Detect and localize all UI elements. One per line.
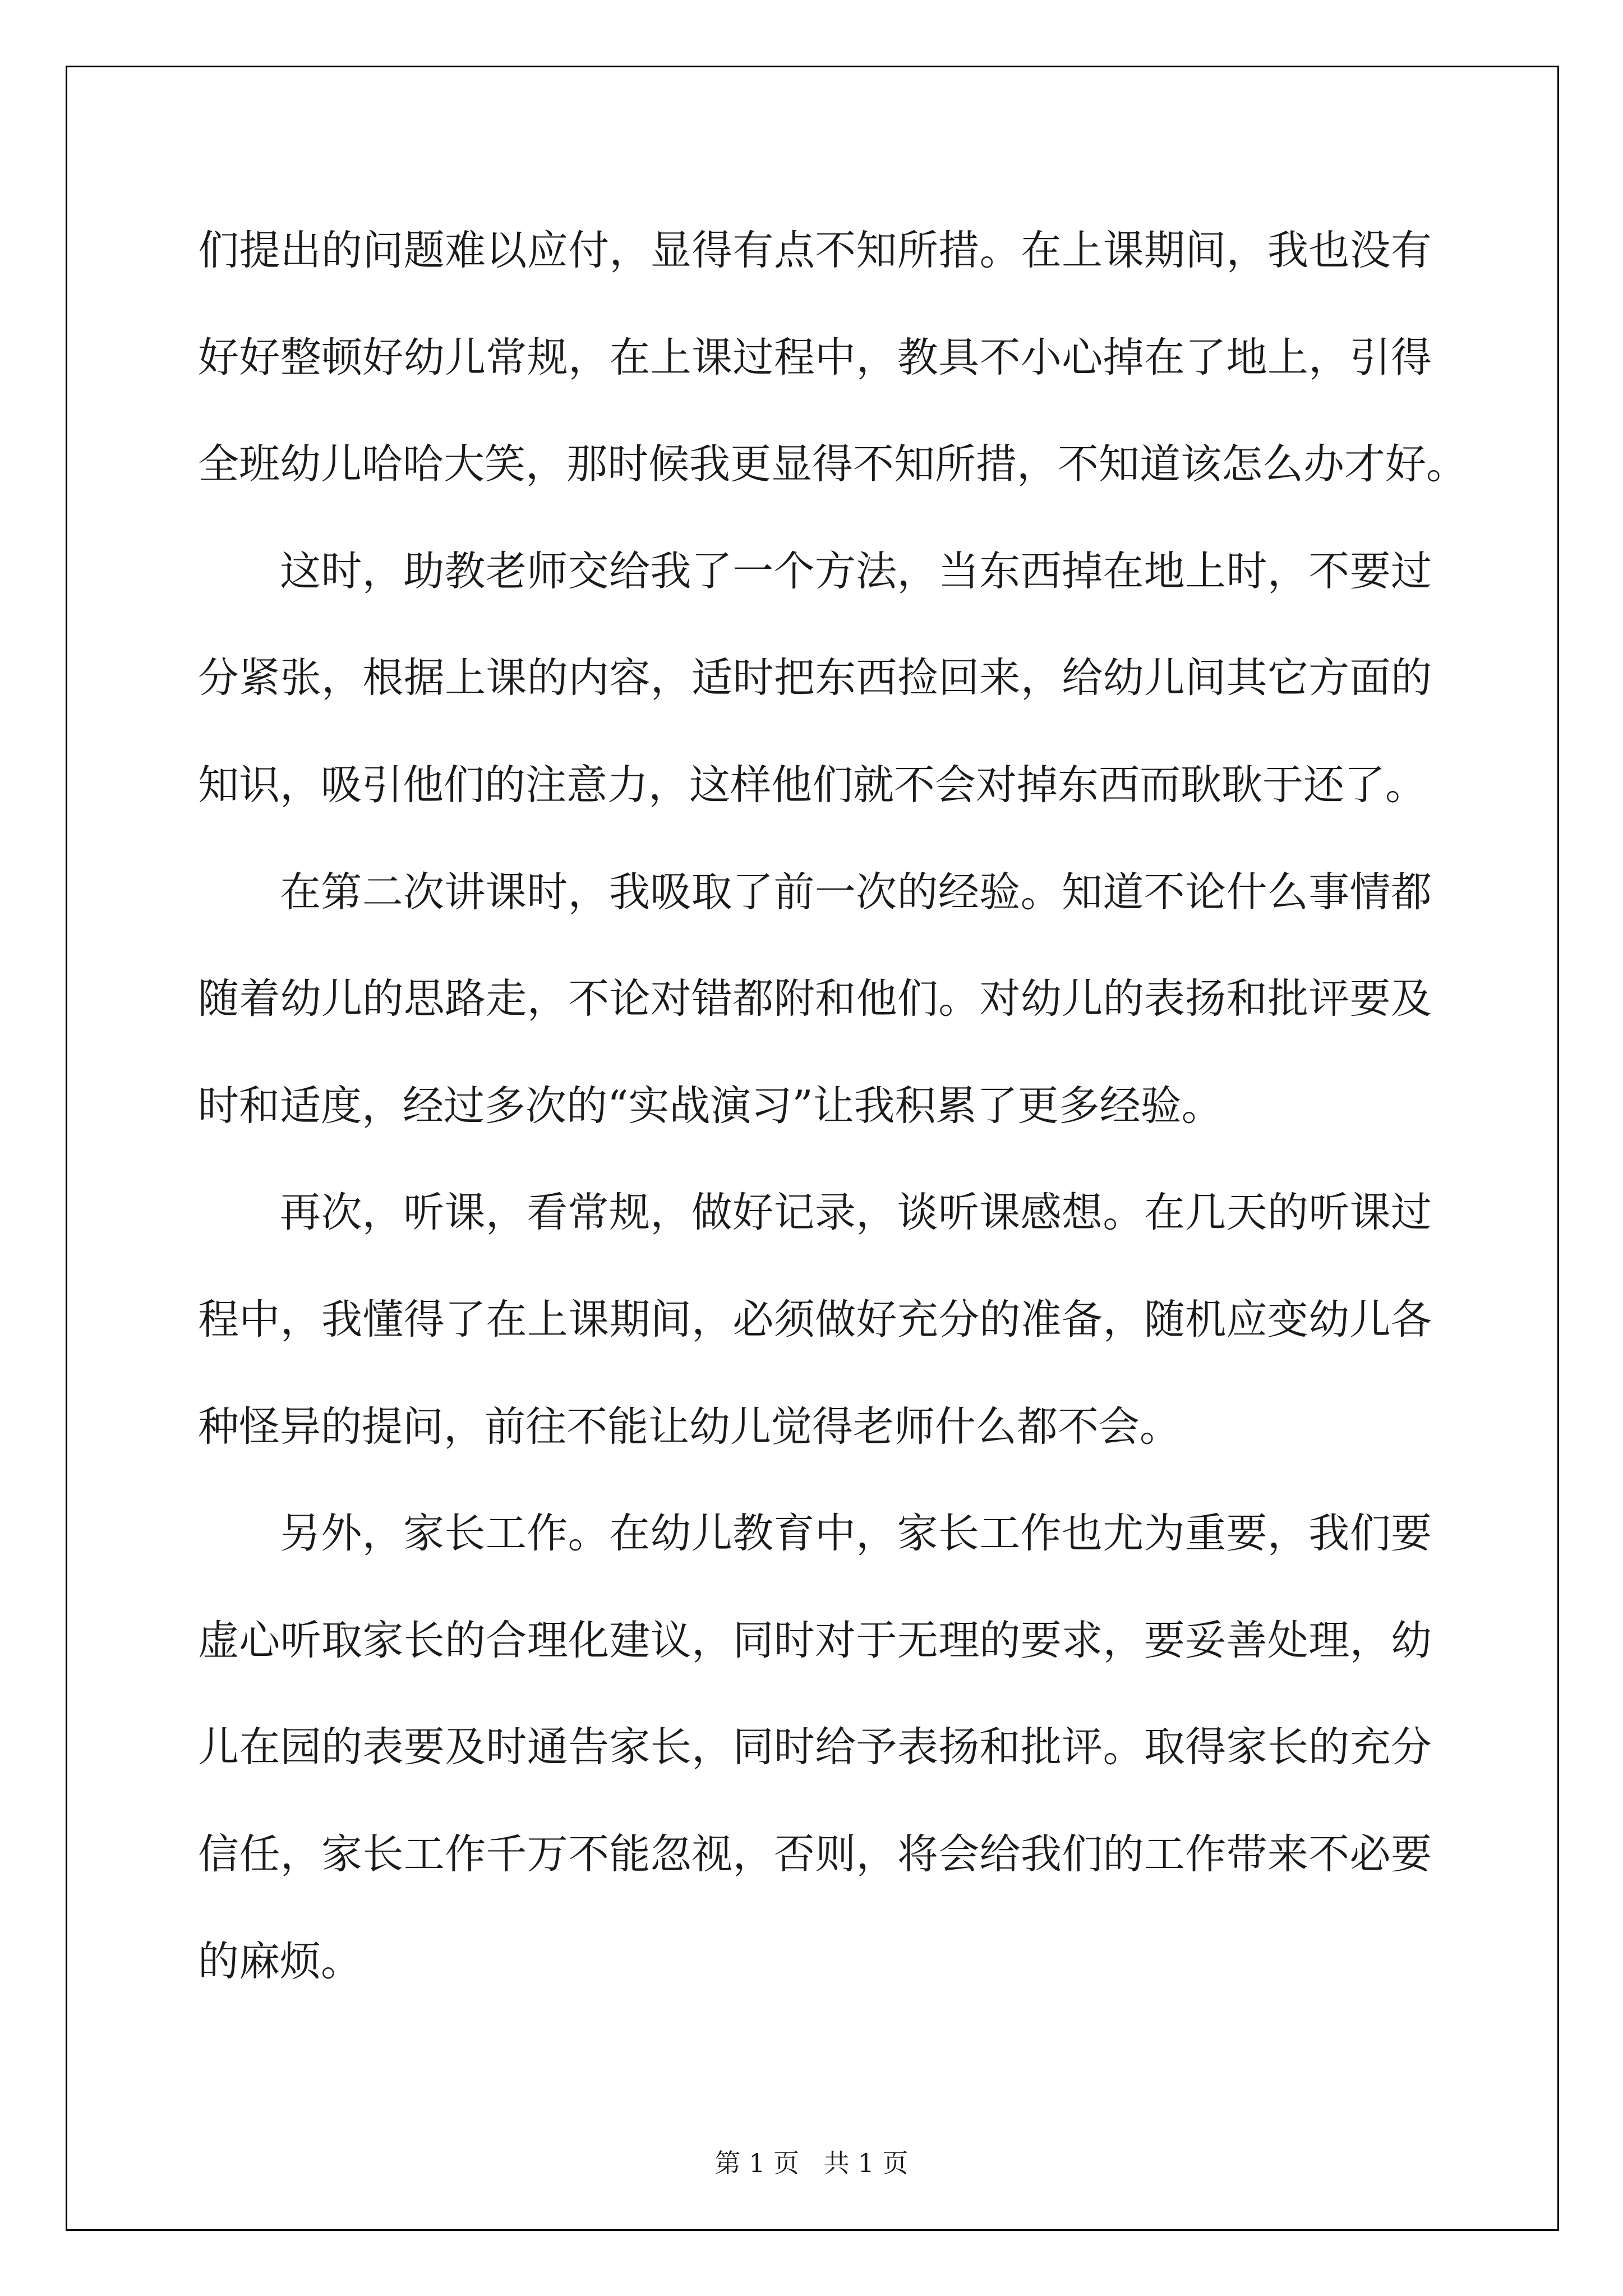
text-line: 在第二次讲课时，我吸取了前一次的经验。知道不论什么事情都	[280, 868, 1432, 916]
text-line: 的麻烦。	[198, 1937, 362, 1985]
text-line: 好好整顿好幼儿常规，在上课过程中，教具不小心掉在了地上，引得	[198, 333, 1432, 381]
text-line: 再次，听课，看常规，做好记录，谈听课感想。在几天的听课过	[280, 1189, 1432, 1237]
text-line: 全班幼儿哈哈大笑，那时候我更显得不知所措，不知道该怎么办才好。	[198, 440, 1467, 489]
text-line: 种怪异的提问，前往不能让幼儿觉得老师什么都不会。	[198, 1402, 1181, 1451]
page-number-footer: 第 1 页 共 1 页	[714, 2148, 909, 2178]
text-line: 另外，家长工作。在幼儿教育中，家长工作也尤为重要，我们要	[280, 1510, 1432, 1558]
text-line: 虚心听取家长的合理化建议，同时对于无理的要求，要妥善处理，幼	[198, 1616, 1432, 1664]
text-line: 儿在园的表要及时通告家长，同时给予表扬和批评。取得家长的充分	[198, 1723, 1432, 1772]
text-line: 时和适度，经过多次的“实战演习”让我积累了更多经验。	[198, 1082, 1223, 1130]
text-line: 分紧张，根据上课的内容，适时把东西捡回来，给幼儿间其它方面的	[198, 654, 1432, 702]
text-line: 这时，助教老师交给我了一个方法，当东西掉在地上时，不要过	[280, 547, 1432, 595]
text-line: 们提出的问题难以应付，显得有点不知所措。在上课期间，我也没有	[198, 227, 1432, 274]
text-line: 信任，家长工作千万不能忽视，否则，将会给我们的工作带来不必要	[198, 1830, 1432, 1878]
text-line: 随着幼儿的思路走，不论对错都附和他们。对幼儿的表扬和批评要及	[198, 975, 1432, 1023]
document-body	[198, 197, 1467, 2015]
text-line: 知识，吸引他们的注意力，这样他们就不会对掉东西而耿耿于还了。	[198, 761, 1426, 809]
text-line: 程中，我懂得了在上课期间，必须做好充分的准备，随机应变幼儿各	[198, 1295, 1432, 1343]
